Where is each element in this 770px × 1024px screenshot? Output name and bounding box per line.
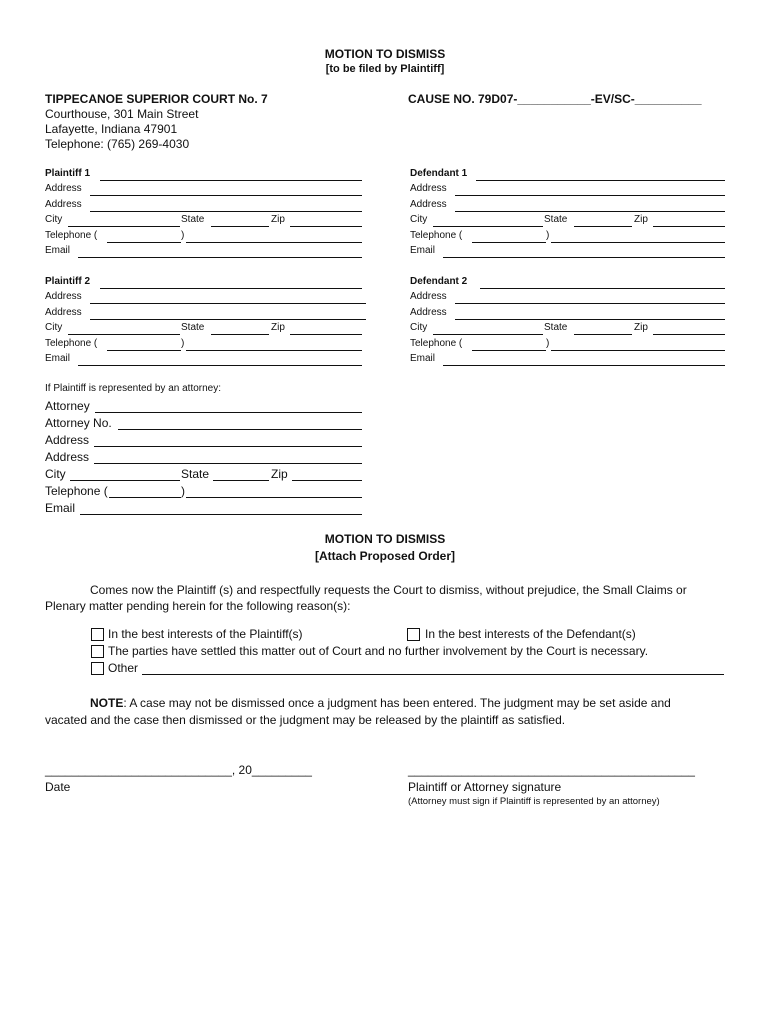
plaintiff-1-field[interactable]	[100, 180, 362, 181]
attorney-phone-row[interactable]	[45, 484, 365, 500]
attorney-area-code-field[interactable]	[109, 497, 181, 498]
paren-close: )	[181, 484, 185, 498]
defendant-1-label: Defendant 1	[410, 168, 468, 179]
plaintiff-2-block	[45, 276, 367, 371]
plaintiff-1-zip-field[interactable]	[290, 226, 362, 227]
court-address-1: Courthouse, 301 Main Street	[45, 107, 199, 121]
defendant-2-email-field[interactable]	[443, 365, 725, 366]
plaintiff-1-block	[45, 168, 365, 263]
defendant-2-address-2-row[interactable]	[410, 307, 730, 321]
defendant-2-area-code-field[interactable]	[472, 350, 546, 351]
city-label: City	[410, 214, 428, 225]
state-label: State	[544, 322, 568, 333]
page-subtitle: [to be filed by Plaintiff]	[325, 63, 445, 75]
motion-paragraph-line-1: Comes now the Plaintiff (s) and respectfully requests the Court to dismiss, without prejudice, the Small Claims or	[90, 583, 687, 597]
defendant-1-email-field[interactable]	[443, 257, 725, 258]
plaintiff-2-address-2-field[interactable]	[90, 319, 366, 320]
attorney-state-field[interactable]	[213, 480, 269, 481]
address-label: Address	[45, 307, 82, 318]
defendant-2-address-2-field[interactable]	[455, 319, 725, 320]
email-label: Email	[45, 245, 71, 256]
address-label: Address	[45, 291, 82, 302]
plaintiff-2-zip-field[interactable]	[290, 334, 362, 335]
defendant-1-address-1-field[interactable]	[455, 195, 725, 196]
court-address-2: Lafayette, Indiana 47901	[45, 122, 178, 136]
paren-close: )	[181, 230, 185, 241]
attorney-address-1-field[interactable]	[94, 446, 362, 447]
defendant-2-city-row[interactable]	[410, 322, 730, 336]
settled-checkbox[interactable]	[91, 645, 104, 658]
note-text-1: : A case may not be dismissed once a judgment has been entered. The judgment may be set aside and	[123, 696, 671, 710]
plaintiff-2-field[interactable]	[100, 288, 362, 289]
defendant-1-state-field[interactable]	[574, 226, 632, 227]
zip-label: Zip	[634, 214, 648, 225]
defendant-1-city-field[interactable]	[433, 226, 543, 227]
date-line[interactable]: ____________________________, 20_________	[45, 763, 312, 777]
defendant-2-block	[410, 276, 730, 371]
motion-subtitle: [Attach Proposed Order]	[314, 549, 455, 563]
email-label: Email	[45, 501, 76, 515]
plaintiff-1-state-field[interactable]	[211, 226, 269, 227]
attorney-no-field[interactable]	[118, 429, 362, 430]
defendant-1-area-code-field[interactable]	[472, 242, 546, 243]
plaintiff-1-address-2-row[interactable]	[45, 199, 365, 213]
plaintiff-1-city-row[interactable]	[45, 214, 365, 228]
plaintiff-2-state-field[interactable]	[211, 334, 269, 335]
plaintiff-2-address-1-field[interactable]	[90, 303, 366, 304]
state-label: State	[181, 467, 210, 481]
plaintiff-1-area-code-field[interactable]	[107, 242, 181, 243]
court-name: TIPPECANOE SUPERIOR COURT No. 7	[45, 92, 268, 106]
plaintiff-interest-checkbox[interactable]	[91, 628, 104, 641]
attorney-no-row[interactable]	[45, 416, 365, 432]
plaintiff-2-address-1-row[interactable]	[45, 291, 367, 305]
address-label: Address	[45, 183, 82, 194]
signature-label: Plaintiff or Attorney signature	[408, 780, 562, 794]
state-label: State	[544, 214, 568, 225]
plaintiff-2-area-code-field[interactable]	[107, 350, 181, 351]
defendant-2-field[interactable]	[480, 288, 725, 289]
defendant-interest-label: In the best interests of the Defendant(s)	[425, 627, 636, 641]
defendant-interest-checkbox[interactable]	[407, 628, 420, 641]
note-line-2: vacated and the case then dismissed or the judgment may be released by the plaintiff as satisfied.	[45, 713, 566, 727]
defendant-1-row[interactable]	[410, 168, 730, 182]
note-label: NOTE	[90, 696, 124, 710]
defendant-2-label: Defendant 2	[410, 276, 468, 287]
plaintiff-1-phone-row[interactable]	[45, 230, 365, 244]
attorney-address-2-row[interactable]	[45, 450, 365, 466]
motion-paragraph-line-2: Plenary matter pending herein for the following reason(s):	[45, 599, 351, 613]
motion-title: MOTION TO DISMISS	[324, 532, 446, 546]
plaintiff-1-address-1-row[interactable]	[45, 183, 365, 197]
signature-line[interactable]: ___________________________________________	[408, 763, 695, 777]
plaintiff-1-label: Plaintiff 1	[45, 168, 91, 179]
plaintiff-1-city-field[interactable]	[68, 226, 180, 227]
defendant-1-field[interactable]	[476, 180, 725, 181]
telephone-label: Telephone (	[410, 338, 463, 349]
attorney-email-field[interactable]	[80, 514, 362, 515]
cause-number[interactable]: CAUSE NO. 79D07-___________-EV/SC-__________	[408, 92, 702, 106]
settled-label: The parties have settled this matter out of Court and no further involvement by the Court is necessary.	[108, 644, 649, 658]
defendant-1-phone-field[interactable]	[551, 242, 725, 243]
city-label: City	[410, 322, 428, 333]
defendant-2-row[interactable]	[410, 276, 730, 290]
defendant-1-block	[410, 168, 730, 263]
defendant-2-address-1-row[interactable]	[410, 291, 730, 305]
defendant-1-address-1-row[interactable]	[410, 183, 730, 197]
plaintiff-2-city-row[interactable]	[45, 322, 367, 336]
plaintiff-1-email-field[interactable]	[78, 257, 362, 258]
defendant-2-zip-field[interactable]	[653, 334, 725, 335]
defendant-2-phone-field[interactable]	[551, 350, 725, 351]
address-label: Address	[410, 199, 447, 210]
zip-label: Zip	[271, 322, 285, 333]
other-reason-field[interactable]	[142, 674, 724, 675]
attorney-city-row[interactable]	[45, 467, 365, 483]
attorney-block	[45, 399, 365, 519]
plaintiff-2-phone-row[interactable]	[45, 338, 367, 352]
plaintiff-2-label: Plaintiff 2	[45, 276, 91, 287]
defendant-2-email-row[interactable]	[410, 353, 730, 367]
defendant-2-address-1-field[interactable]	[455, 303, 725, 304]
plaintiff-2-row[interactable]	[45, 276, 367, 290]
address-label: Address	[410, 291, 447, 302]
attorney-address-2-field[interactable]	[94, 463, 362, 464]
note-line-1	[90, 696, 671, 710]
email-label: Email	[410, 353, 436, 364]
other-label: Other	[108, 661, 139, 675]
paren-close: )	[546, 230, 550, 241]
address-label: Address	[45, 450, 90, 464]
state-label: State	[181, 214, 205, 225]
zip-label: Zip	[271, 214, 285, 225]
attorney-no-label: Attorney No.	[45, 416, 112, 430]
state-label: State	[181, 322, 205, 333]
date-label: Date	[45, 780, 71, 794]
city-label: City	[45, 322, 63, 333]
attorney-email-row[interactable]	[45, 501, 365, 517]
city-label: City	[45, 214, 63, 225]
attorney-city-field[interactable]	[70, 480, 180, 481]
plaintiff-1-phone-field[interactable]	[186, 242, 362, 243]
telephone-label: Telephone (	[45, 338, 98, 349]
attorney-zip-field[interactable]	[292, 480, 362, 481]
defendant-1-address-2-row[interactable]	[410, 199, 730, 213]
telephone-label: Telephone (	[45, 230, 98, 241]
address-label: Address	[45, 433, 90, 447]
defendant-2-city-field[interactable]	[433, 334, 543, 335]
defendant-2-phone-row[interactable]	[410, 338, 730, 352]
attorney-phone-field[interactable]	[186, 497, 362, 498]
plaintiff-2-address-2-row[interactable]	[45, 307, 367, 321]
plaintiff-1-address-2-field[interactable]	[90, 211, 362, 212]
paren-close: )	[181, 338, 185, 349]
plaintiff-2-city-field[interactable]	[68, 334, 180, 335]
defendant-1-email-row[interactable]	[410, 245, 730, 259]
email-label: Email	[410, 245, 436, 256]
defendant-1-zip-field[interactable]	[653, 226, 725, 227]
attorney-row[interactable]	[45, 399, 365, 415]
zip-label: Zip	[271, 467, 288, 481]
plaintiff-2-email-field[interactable]	[78, 365, 362, 366]
email-label: Email	[45, 353, 71, 364]
paren-close: )	[546, 338, 550, 349]
address-label: Address	[45, 199, 82, 210]
zip-label: Zip	[634, 322, 648, 333]
city-label: City	[45, 467, 66, 481]
plaintiff-1-address-1-field[interactable]	[90, 195, 362, 196]
defendant-1-phone-row[interactable]	[410, 230, 730, 244]
other-checkbox[interactable]	[91, 662, 104, 675]
telephone-label: Telephone (	[410, 230, 463, 241]
attorney-intro: If Plaintiff is represented by an attorney:	[45, 383, 222, 394]
plaintiff-2-email-row[interactable]	[45, 353, 367, 367]
telephone-label: Telephone (	[45, 484, 108, 498]
attorney-label: Attorney	[45, 399, 90, 413]
address-label: Address	[410, 307, 447, 318]
attorney-field[interactable]	[95, 412, 362, 413]
defendant-1-city-row[interactable]	[410, 214, 730, 228]
address-label: Address	[410, 183, 447, 194]
court-phone: Telephone: (765) 269-4030	[45, 137, 190, 151]
signature-note: (Attorney must sign if Plaintiff is represented by an attorney)	[408, 796, 660, 807]
defendant-1-address-2-field[interactable]	[455, 211, 725, 212]
plaintiff-2-phone-field[interactable]	[186, 350, 362, 351]
page-title: MOTION TO DISMISS	[324, 47, 446, 61]
defendant-2-state-field[interactable]	[574, 334, 632, 335]
attorney-address-1-row[interactable]	[45, 433, 365, 449]
plaintiff-interest-label: In the best interests of the Plaintiff(s)	[108, 627, 303, 641]
plaintiff-1-email-row[interactable]	[45, 245, 365, 259]
plaintiff-1-row[interactable]	[45, 168, 365, 182]
